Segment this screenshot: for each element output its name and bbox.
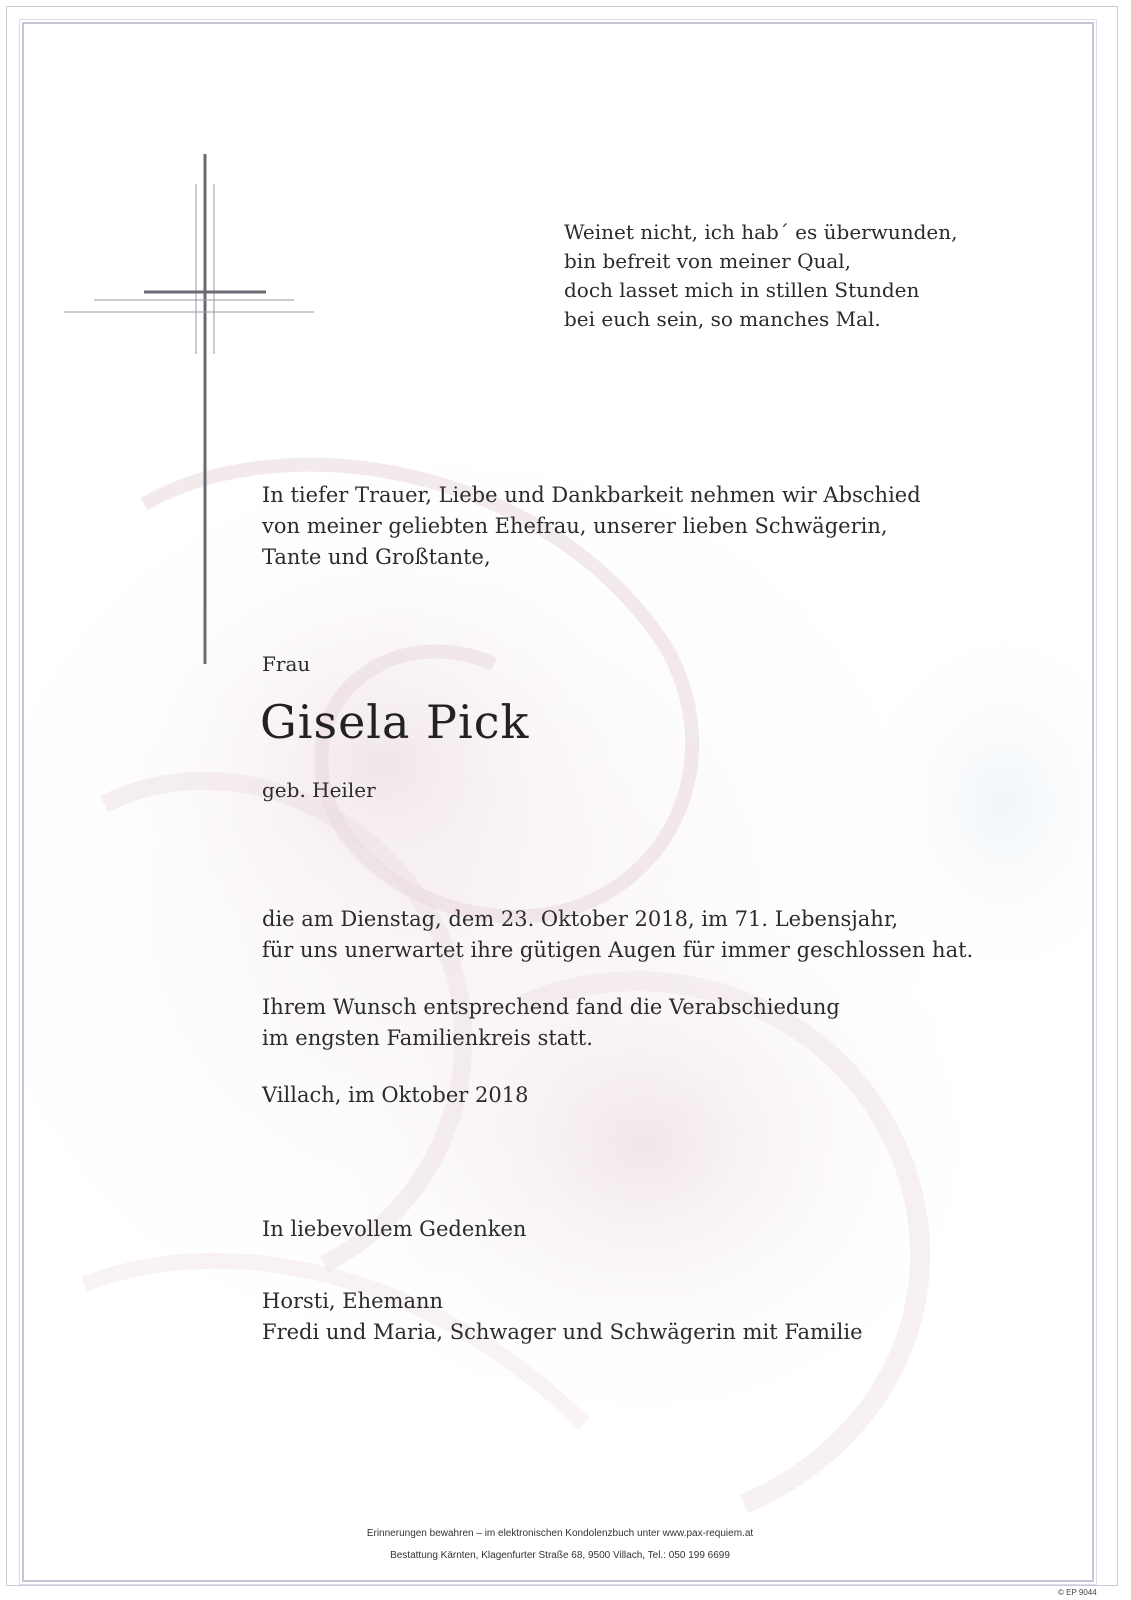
verse-line: bin befreit von meiner Qual,	[564, 249, 852, 273]
death-notice-line: für uns unerwartet ihre gütigen Augen für immer geschlossen hat.	[262, 938, 974, 962]
verse-line: Weinet nicht, ich hab´ es überwunden,	[564, 220, 958, 244]
memory-line: In liebevollem Gedenken	[262, 1217, 527, 1241]
footer-address: Bestattung Kärnten, Klagenfurter Straße 68, 9500 Villach, Tel.: 050 199 6699	[390, 1550, 730, 1561]
death-notice-line: die am Dienstag, dem 23. Oktober 2018, im 71. Lebensjahr,	[262, 907, 899, 931]
signer: Fredi und Maria, Schwager und Schwägerin mit Familie	[262, 1320, 863, 1344]
salutation: Frau	[262, 652, 311, 676]
intro-line: von meiner geliebten Ehefrau, unserer lieben Schwägerin,	[262, 514, 888, 538]
signers	[262, 1286, 863, 1348]
death-notice	[262, 904, 973, 966]
deceased-name: Gisela Pick	[260, 695, 530, 749]
farewell-notice	[262, 992, 840, 1054]
birth-name: geb. Heiler	[262, 778, 376, 802]
farewell-line: Ihrem Wunsch entsprechend fand die Verabschiedung	[262, 995, 840, 1019]
place-date: Villach, im Oktober 2018	[262, 1083, 529, 1107]
cross-icon	[64, 154, 314, 664]
intro-text	[262, 480, 921, 573]
intro-line: In tiefer Trauer, Liebe und Dankbarkeit nehmen wir Abschied	[262, 483, 921, 507]
verse-line: doch lasset mich in stillen Stunden	[564, 278, 920, 302]
farewell-line: im engsten Familienkreis statt.	[262, 1026, 593, 1050]
verse-line: bei euch sein, so manches Mal.	[564, 307, 881, 331]
obituary-card	[22, 22, 1094, 1582]
verse	[564, 218, 957, 334]
print-code: © EP 9044	[1058, 1588, 1097, 1597]
intro-line: Tante und Großtante,	[262, 545, 491, 569]
signer: Horsti, Ehemann	[262, 1289, 444, 1313]
footer-condolence-link: Erinnerungen bewahren – im elektronischen Kondolenzbuch unter www.pax-requiem.at	[366, 1528, 754, 1539]
